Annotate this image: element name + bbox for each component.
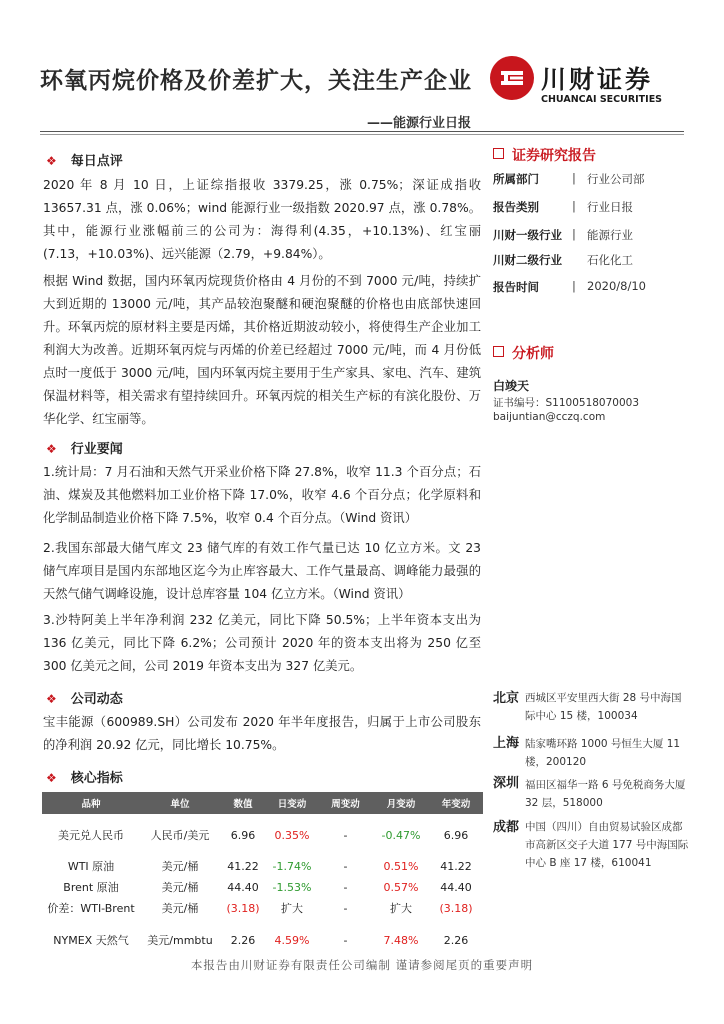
table-row: [42, 814, 483, 856]
sidebar-heading-analyst: 分析师: [493, 343, 554, 363]
info-row-report-type: [493, 199, 693, 223]
industry-news-item-3: 3.沙特阿美上半年净利润 232 亿美元，同比下降 50.5%；上半年资本支出为 136 亿美元，同比下降 6.2%；公司预计 2020 年的资本支出将为 250 亿至 300 亿美元之间，公司 2019 年资本支出为 327 亿美元。: [43, 613, 481, 673]
info-separator: |: [572, 199, 576, 213]
cell-name: Brent 原油: [63, 881, 119, 894]
table-row: [42, 919, 483, 961]
column-header: 周变动: [318, 792, 373, 814]
info-row-industry-level-2: [493, 252, 693, 276]
table-row: [42, 856, 483, 877]
cell-value: (3.18): [226, 902, 260, 915]
cell-year-change: 2.26: [443, 933, 469, 947]
company-news-paragraph: 宝丰能源（600989.SH）公司发布 2020 年半年度报告，归属于上市公司股东的净利润 20.92 亿元，同比增长 10.75%。: [43, 715, 481, 752]
cell-week-change: -: [343, 933, 348, 947]
info-row-report-date: [493, 279, 693, 303]
office-address-shanghai: 陆家嘴环路 1000 号恒生大厦 11 楼，200120: [525, 738, 681, 768]
daily-review-paragraph-2: 根据 Wind 数据，国内环氧丙烷现货价格由 4 月份的不到 7000 元/吨，持续扩大到近期的 13000 元/吨，其产品较泡聚醚和硬泡聚醚的价格也由底部快速回升。环氧丙烷的原材料主要是丙烯，其价格近期波动较小，将使得生产企业加工利润大为改善。近期环氧丙烷与丙烯的价差已经超过 7000 元/吨，而 4 月份低点时一度低于 3000 元/吨，国内环氧丙烷主要用于生产家具、家电、汽车、建筑保温材料等，相关需求有望持续回升。环氧丙烷的相关生产标的有滨化股份、万华化学、红宝丽等。: [43, 274, 481, 426]
cell-day-change: 4.59%: [274, 933, 310, 947]
square-bullet-icon: [493, 148, 504, 159]
cell-week-change: -: [343, 902, 348, 915]
column-header: 月变动: [373, 792, 429, 814]
section-heading-company-news: ❖ 公司动态: [46, 692, 123, 707]
report-subtitle: ——能源行业日报: [367, 116, 472, 131]
info-separator: |: [572, 171, 576, 185]
core-indicators-table: [42, 792, 483, 961]
cell-unit: 美元/桶: [161, 881, 199, 894]
office-city-shanghai: 上海: [493, 736, 520, 751]
info-key: 报告类别: [493, 200, 539, 214]
column-header: 单位: [140, 792, 220, 814]
cell-month-change: -0.47%: [381, 828, 421, 842]
cell-day-change: -1.74%: [272, 860, 312, 873]
info-row-industry-level-1: [493, 227, 693, 251]
cell-week-change: -: [343, 828, 348, 842]
office-city-shenzhen: 深圳: [493, 776, 520, 791]
brand-logo-icon: [490, 56, 534, 100]
cell-day-change: 0.35%: [274, 828, 310, 842]
office-city-beijing: 北京: [493, 691, 520, 706]
cell-week-change: -: [343, 881, 348, 894]
cell-unit: 美元/桶: [161, 860, 199, 873]
office-city-chengdu: 成都: [493, 820, 520, 835]
analyst-cert: 证书编号：S1100518070003: [493, 397, 640, 409]
cell-unit: 美元/桶: [161, 902, 199, 915]
report-title: 环氧丙烷价格及价差扩大，关注生产企业: [40, 68, 472, 94]
cell-month-change: 扩大: [390, 902, 412, 915]
cell-name: NYMEX 天然气: [53, 933, 129, 947]
square-bullet-icon: [493, 346, 504, 357]
cell-unit: 美元/mmbtu: [147, 933, 213, 947]
info-key: 报告时间: [493, 280, 539, 294]
brand-name: 川财证券: [541, 65, 654, 94]
cell-name: WTI 原油: [67, 860, 115, 873]
office-address-shenzhen: 福田区福华一路 6 号免税商务大厦 32 层，518000: [525, 779, 686, 809]
analyst-name: 白竣天: [493, 379, 530, 393]
column-header: 年变动: [429, 792, 483, 814]
cell-year-change: 44.40: [440, 881, 472, 894]
diamond-bullet-icon: ❖: [46, 442, 57, 456]
page-footer-disclaimer: 本报告由川财证券有限责任公司编制 谨请参阅尾页的重要声明: [190, 958, 534, 972]
table-header-row: [42, 792, 483, 814]
header-divider: [40, 131, 684, 132]
info-key: 所属部门: [493, 172, 539, 186]
office-address-beijing: 西城区平安里西大街 28 号中海国际中心 15 楼，100034: [525, 692, 682, 722]
cell-month-change: 7.48%: [383, 933, 419, 947]
info-row-department: [493, 171, 693, 195]
diamond-bullet-icon: ❖: [46, 154, 57, 168]
industry-news-item-1: 1.统计局：7 月石油和天然气开采业价格下降 27.8%，收窄 11.3 个百分点；石油、煤炭及其他燃料加工业价格下降 17.0%，收窄 4.6 个百分点；化学原料和化学制品制造业价格下降 7.5%，收窄 0.4 个百分点。（Wind 资讯）: [43, 465, 481, 525]
analyst-email[interactable]: baijuntian@cczq.com: [493, 411, 606, 423]
section-heading-core-indicators: ❖ 核心指标: [46, 771, 123, 786]
info-value: 行业公司部: [587, 172, 645, 186]
cell-value: 41.22: [227, 860, 259, 873]
table-row: [42, 877, 483, 898]
cell-week-change: -: [343, 860, 348, 873]
header-divider-thin: [40, 134, 684, 135]
cell-value: 2.26: [230, 933, 256, 947]
column-header: 品种: [42, 792, 140, 814]
cell-unit: 人民币/美元: [150, 828, 210, 842]
cell-name: 价差：WTI-Brent: [47, 902, 135, 915]
column-header: 数值: [220, 792, 266, 814]
info-separator: |: [572, 227, 576, 241]
diamond-bullet-icon: ❖: [46, 692, 57, 706]
cell-year-change: (3.18): [439, 902, 473, 915]
cell-name: 美元兑人民币: [58, 828, 124, 842]
table-row: [42, 898, 483, 919]
info-key: 川财一级行业: [493, 228, 562, 242]
sidebar-heading-report: 证券研究报告: [493, 145, 596, 165]
cell-month-change: 0.51%: [383, 860, 419, 873]
info-value: 行业日报: [587, 200, 633, 214]
info-value: 石化化工: [587, 253, 633, 267]
cell-year-change: 6.96: [443, 828, 469, 842]
info-key: 川财二级行业: [493, 253, 562, 267]
section-heading-daily-review: ❖ 每日点评: [46, 154, 123, 169]
info-separator: |: [572, 279, 576, 293]
brand-name-en: CHUANCAI SECURITIES: [541, 94, 663, 105]
cell-month-change: 0.57%: [383, 881, 419, 894]
cell-day-change: -1.53%: [272, 881, 312, 894]
info-value: 2020/8/10: [587, 279, 646, 293]
section-heading-industry-news: ❖ 行业要闻: [46, 442, 123, 457]
cell-value: 44.40: [227, 881, 259, 894]
cell-value: 6.96: [230, 828, 256, 842]
daily-review-paragraph-1: 2020 年 8 月 10 日，上证综指报收 3379.25，涨 0.75%；深证成指收 13657.31 点，涨 0.06%；wind 能源行业一级指数 2020.97 点，涨 0.78%。其中，能源行业涨幅前三的公司为：海得利(4.35，+10.13%)、红宝丽(7.13，+10.03%)、远兴能源（2.79，+9.84%）。: [43, 178, 481, 261]
column-header: 日变动: [266, 792, 318, 814]
diamond-bullet-icon: ❖: [46, 771, 57, 785]
cell-day-change: 扩大: [281, 902, 303, 915]
office-address-chengdu: 中国（四川）自由贸易试验区成都市高新区交子大道 177 号中海国际中心 B 座 17 楼，610041: [525, 821, 689, 869]
cell-year-change: 41.22: [440, 860, 472, 873]
info-value: 能源行业: [587, 228, 633, 242]
industry-news-item-2: 2.我国东部最大储气库文 23 储气库的有效工作气量已达 10 亿立方米。文 23 储气库项目是国内东部地区迄今为止库容最大、工作气量最高、调峰能力最强的天然气储气调峰设施，设计总库容量 104 亿立方米。（Wind 资讯）: [43, 541, 481, 601]
